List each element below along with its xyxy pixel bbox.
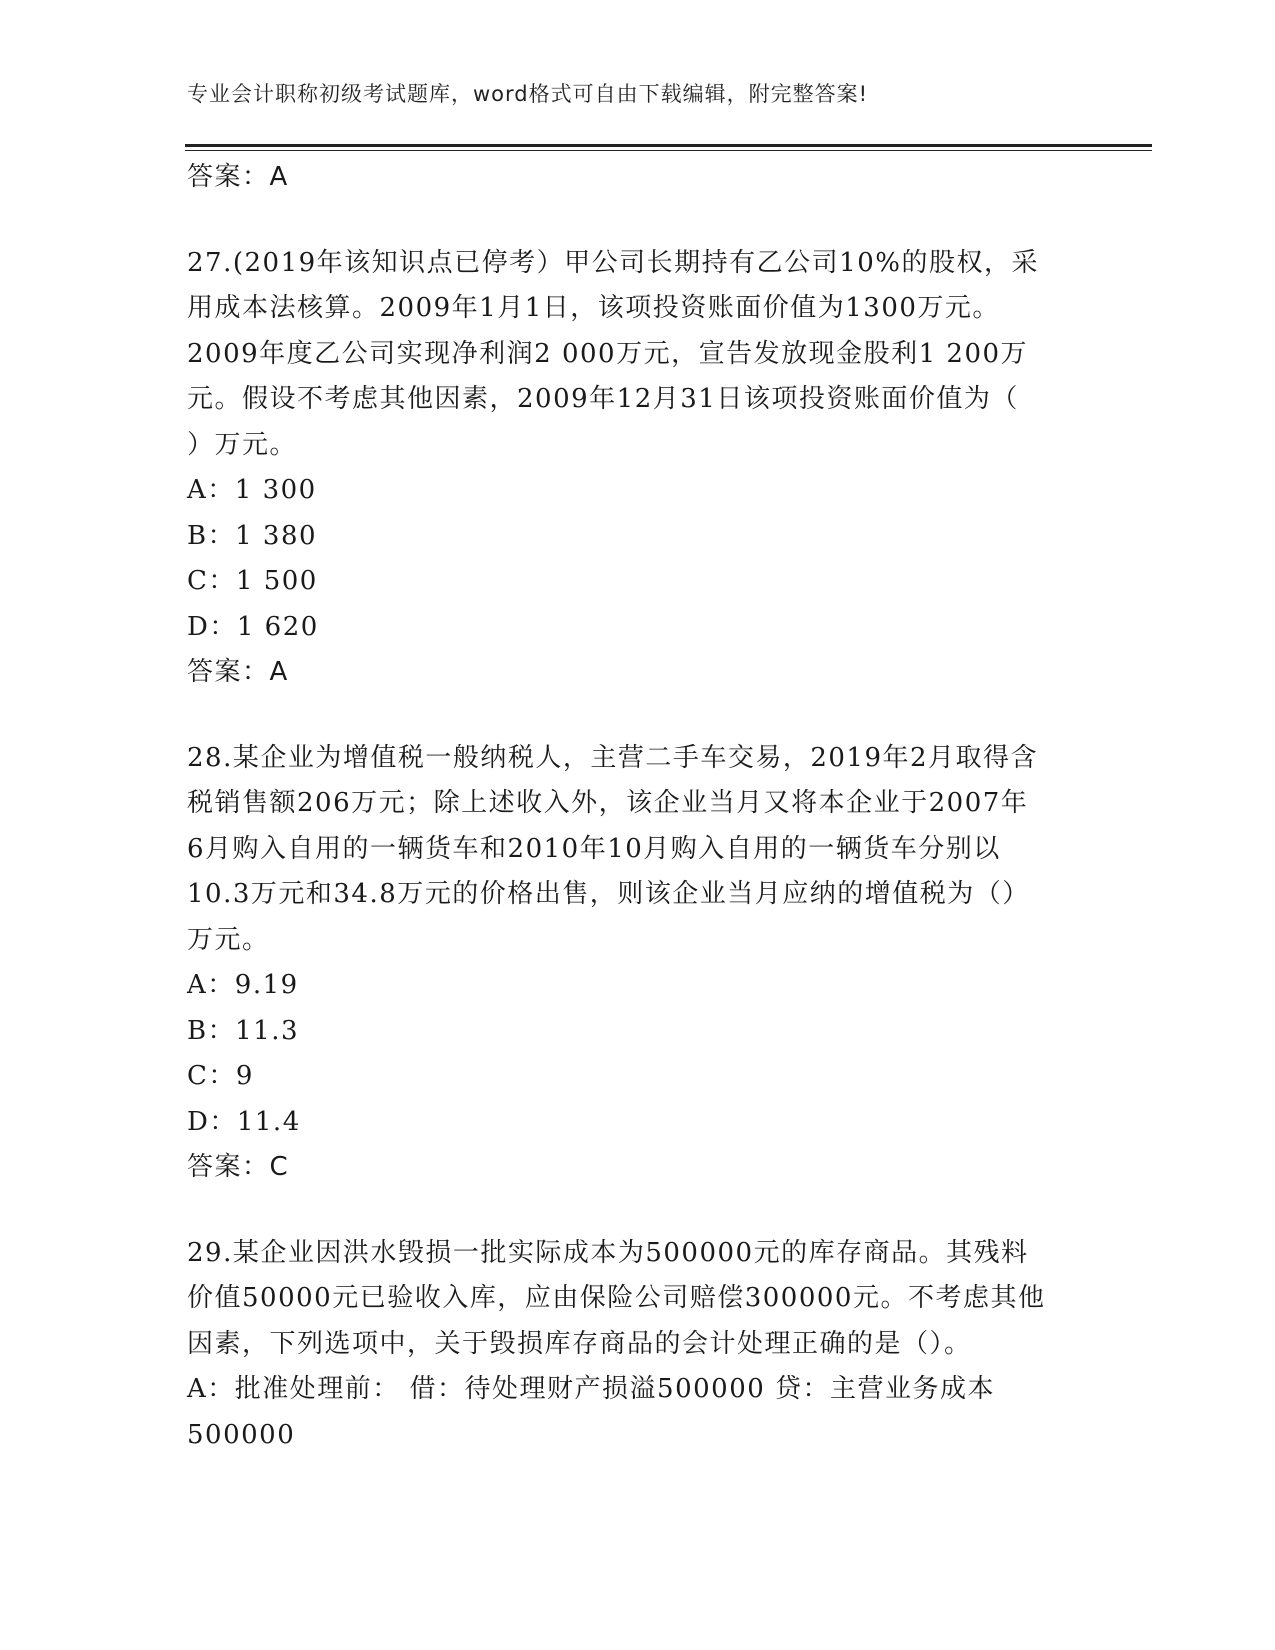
question-line: 因素，下列选项中，关于毁损库存商品的会计处理正确的是（）。 (187, 1328, 972, 1359)
question-line: 价值50000元已验收入库，应由保险公司赔偿300000元。不考虑其他 (187, 1283, 1046, 1313)
header-rule-thick (185, 144, 1152, 147)
option-d: D：1 620 (187, 611, 319, 642)
option-b: B：1 380 (187, 520, 318, 551)
answer-line: 答案：A (187, 162, 289, 192)
document-body (187, 155, 1087, 1458)
answer-line: 答案：C (187, 1152, 290, 1182)
page-header: 专业会计职称初级考试题库，word格式可自由下载编辑，附完整答案! (187, 82, 869, 106)
question-line: 万元。 (187, 924, 270, 955)
question-line: ）万元。 (187, 429, 298, 460)
question-line: 27.(2019年该知识点已停考）甲公司长期持有乙公司10%的股权，采 (187, 247, 1039, 278)
option-c: C：1 500 (187, 566, 318, 596)
option-a: A：9.19 (187, 970, 299, 1000)
question-line: 元。假设不考虑其他因素，2009年12月31日该项投资账面价值为（ (187, 384, 1019, 414)
question-line: A：批准处理前： 借：待处理财产损溢500000 贷：主营业务成本 (187, 1374, 996, 1404)
question-line: 10.3万元和34.8万元的价格出售，则该企业当月应纳的增值税为（） (187, 879, 1030, 909)
question-29 (187, 1231, 1087, 1459)
question-line: 用成本法核算。2009年1月1日，该项投资账面价值为1300万元。 (187, 293, 1000, 323)
question-28 (187, 736, 1087, 1191)
question-line: 500000 (187, 1419, 296, 1450)
question-line: 29.某企业因洪水毁损一批实际成本为500000元的库存商品。其残料 (187, 1237, 1029, 1268)
question-line: 税销售额206万元；除上述收入外，该企业当月又将本企业于2007年 (187, 788, 1029, 818)
header-rule-thin (185, 150, 1152, 151)
question-line: 6月购入自用的一辆货车和2010年10月购入自用的一辆货车分别以 (187, 833, 1001, 864)
question-27 (187, 241, 1087, 696)
question-line: 28.某企业为增值税一般纳税人，主营二手车交易，2019年2月取得含 (187, 742, 1039, 773)
question-line: 2009年度乙公司实现净利润2 000万元，宣告发放现金股利1 200万 (187, 338, 1029, 369)
option-c: C：9 (187, 1061, 254, 1091)
answer-line: 答案：A (187, 657, 289, 687)
option-b: B：11.3 (187, 1015, 299, 1046)
option-a: A：1 300 (187, 475, 317, 505)
option-d: D：11.4 (187, 1106, 301, 1137)
